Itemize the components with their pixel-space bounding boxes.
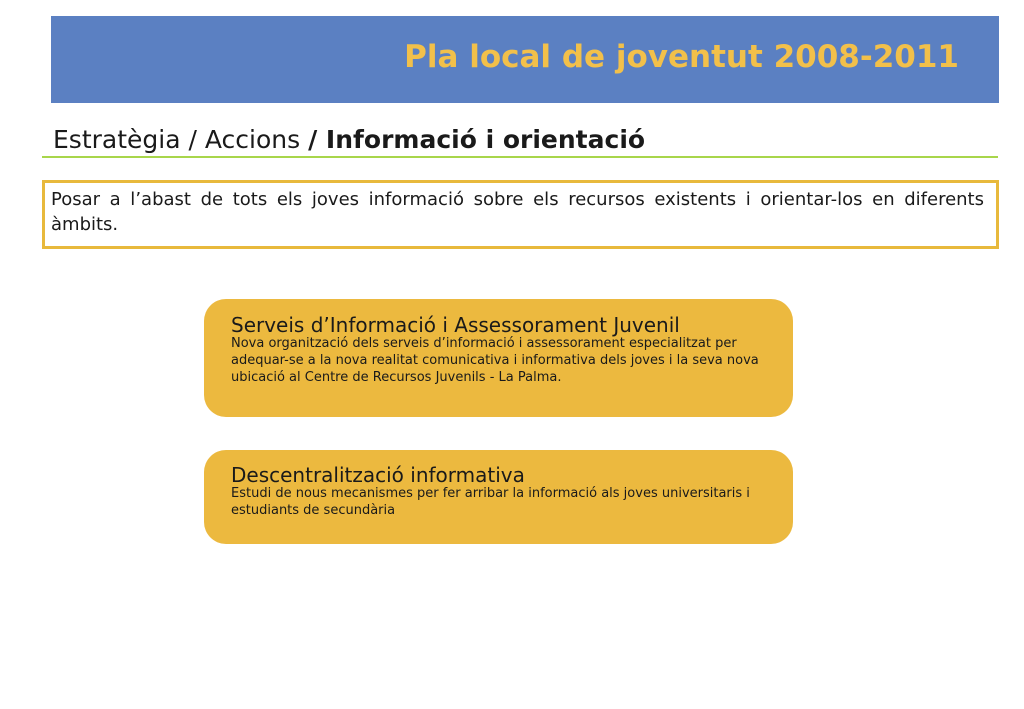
header-band bbox=[51, 16, 999, 103]
action-card-description: Estudi de nous mecanismes per fer arribar la informació als joves universitaris i estudiants de secundària bbox=[231, 486, 750, 518]
breadcrumb-prefix: Estratègia / Accions bbox=[53, 125, 309, 154]
action-card bbox=[204, 450, 793, 544]
intro-text: Posar a l’abast de tots els joves informació sobre els recursos existents i orientar-los en diferents àmbits. bbox=[51, 189, 984, 235]
action-card bbox=[204, 299, 793, 417]
action-card-title: Descentralització informativa bbox=[231, 463, 525, 487]
breadcrumb-current: / Informació i orientació bbox=[308, 125, 646, 154]
intro-box bbox=[42, 180, 999, 249]
action-card-title: Serveis d’Informació i Assessorament Juvenil bbox=[231, 313, 680, 337]
action-card-description: Nova organització dels serveis d’informació i assessorament especialitzat per adequar-se a la nova realitat comunicativa i informativa dels joves i la seva nova ubicació al Centre de Recursos Juvenils - La Palma. bbox=[231, 336, 759, 385]
breadcrumb bbox=[53, 125, 645, 154]
breadcrumb-divider bbox=[42, 156, 998, 158]
page-title: Pla local de joventut 2008-2011 bbox=[404, 39, 959, 75]
